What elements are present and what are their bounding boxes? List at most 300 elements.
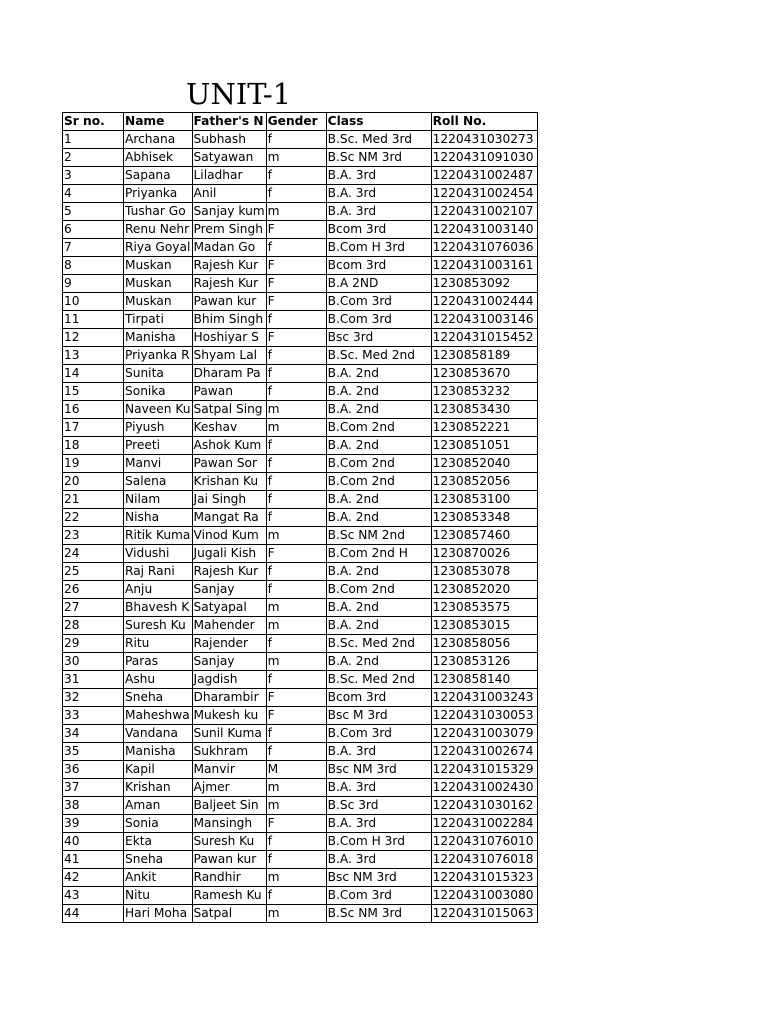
- cell-sr-no: 7: [63, 239, 124, 257]
- cell-class: B.A. 2nd: [326, 401, 431, 419]
- cell-fathers-name: Sukhram: [192, 743, 266, 761]
- cell-sr-no: 19: [63, 455, 124, 473]
- table-row: [63, 347, 538, 365]
- cell-fathers-name: Satpal Sing: [192, 401, 266, 419]
- cell-fathers-name: Shyam Lal: [192, 347, 266, 365]
- cell-gender: F: [266, 707, 326, 725]
- cell-fathers-name: Ramesh Ku: [192, 887, 266, 905]
- table-row: [63, 581, 538, 599]
- cell-class: B.Com 2nd: [326, 473, 431, 491]
- cell-roll-no: 1230851051: [431, 437, 537, 455]
- cell-sr-no: 9: [63, 275, 124, 293]
- cell-roll-no: 1220431002107: [431, 203, 537, 221]
- cell-gender: f: [266, 563, 326, 581]
- cell-gender: m: [266, 797, 326, 815]
- cell-roll-no: 1230853092: [431, 275, 537, 293]
- table-row: [63, 185, 538, 203]
- cell-name: Muskan: [124, 257, 193, 275]
- cell-fathers-name: Satyapal: [192, 599, 266, 617]
- cell-fathers-name: Mangat Ra: [192, 509, 266, 527]
- table-row: [63, 455, 538, 473]
- cell-class: B.Sc 3rd: [326, 797, 431, 815]
- cell-fathers-name: Sanjay: [192, 653, 266, 671]
- cell-sr-no: 25: [63, 563, 124, 581]
- cell-fathers-name: Krishan Ku: [192, 473, 266, 491]
- cell-class: B.A. 2nd: [326, 509, 431, 527]
- cell-fathers-name: Satpal: [192, 905, 266, 923]
- cell-sr-no: 17: [63, 419, 124, 437]
- cell-class: B.Com 3rd: [326, 311, 431, 329]
- cell-gender: F: [266, 293, 326, 311]
- cell-fathers-name: Jagdish: [192, 671, 266, 689]
- table-row: [63, 311, 538, 329]
- table-row: [63, 833, 538, 851]
- cell-class: B.A. 3rd: [326, 815, 431, 833]
- cell-roll-no: 1220431076036: [431, 239, 537, 257]
- table-row: [63, 167, 538, 185]
- cell-gender: f: [266, 347, 326, 365]
- cell-sr-no: 36: [63, 761, 124, 779]
- cell-name: Krishan: [124, 779, 193, 797]
- cell-name: Sunita: [124, 365, 193, 383]
- cell-roll-no: 1230853232: [431, 383, 537, 401]
- cell-roll-no: 1220431030273: [431, 131, 537, 149]
- cell-class: B.A. 3rd: [326, 185, 431, 203]
- cell-class: B.Com 2nd: [326, 581, 431, 599]
- cell-roll-no: 1230852221: [431, 419, 537, 437]
- cell-gender: f: [266, 131, 326, 149]
- cell-class: B.A. 3rd: [326, 779, 431, 797]
- cell-class: B.A 2ND: [326, 275, 431, 293]
- cell-gender: F: [266, 257, 326, 275]
- cell-sr-no: 43: [63, 887, 124, 905]
- cell-gender: f: [266, 509, 326, 527]
- cell-class: B.Com H 3rd: [326, 833, 431, 851]
- cell-fathers-name: Pawan kur: [192, 851, 266, 869]
- cell-roll-no: 1220431076018: [431, 851, 537, 869]
- cell-roll-no: 1230858189: [431, 347, 537, 365]
- cell-roll-no: 1220431002454: [431, 185, 537, 203]
- cell-gender: m: [266, 779, 326, 797]
- cell-sr-no: 42: [63, 869, 124, 887]
- cell-roll-no: 1220431015063: [431, 905, 537, 923]
- cell-roll-no: 1220431002284: [431, 815, 537, 833]
- table-row: [63, 617, 538, 635]
- cell-name: Preeti: [124, 437, 193, 455]
- cell-name: Vandana: [124, 725, 193, 743]
- table-row: [63, 815, 538, 833]
- table-row: [63, 149, 538, 167]
- table-row: [63, 473, 538, 491]
- header-class: Class: [326, 113, 431, 131]
- table-row: [63, 131, 538, 149]
- header-gender: Gender: [266, 113, 326, 131]
- cell-name: Salena: [124, 473, 193, 491]
- header-name: Name: [124, 113, 193, 131]
- cell-fathers-name: Subhash: [192, 131, 266, 149]
- cell-class: B.Com 2nd: [326, 455, 431, 473]
- table-row: [63, 293, 538, 311]
- cell-fathers-name: Mansingh: [192, 815, 266, 833]
- cell-class: B.A. 2nd: [326, 491, 431, 509]
- cell-sr-no: 41: [63, 851, 124, 869]
- cell-gender: f: [266, 473, 326, 491]
- cell-class: B.Com 3rd: [326, 725, 431, 743]
- cell-roll-no: 1220431091030: [431, 149, 537, 167]
- table-row: [63, 419, 538, 437]
- cell-gender: f: [266, 437, 326, 455]
- cell-class: B.A. 3rd: [326, 167, 431, 185]
- cell-name: Sonia: [124, 815, 193, 833]
- cell-fathers-name: Pawan Sor: [192, 455, 266, 473]
- cell-fathers-name: Dharambir: [192, 689, 266, 707]
- header-row: [63, 113, 538, 131]
- cell-gender: m: [266, 149, 326, 167]
- table-row: [63, 437, 538, 455]
- cell-class: B.A. 2nd: [326, 599, 431, 617]
- cell-gender: f: [266, 581, 326, 599]
- cell-sr-no: 10: [63, 293, 124, 311]
- cell-class: B.Sc. Med 2nd: [326, 635, 431, 653]
- cell-fathers-name: Ashok Kum: [192, 437, 266, 455]
- page-title: UNIT-1: [186, 77, 292, 111]
- cell-roll-no: 1220431002487: [431, 167, 537, 185]
- cell-gender: m: [266, 653, 326, 671]
- cell-name: Sapana: [124, 167, 193, 185]
- cell-gender: m: [266, 869, 326, 887]
- cell-name: Riya Goyal: [124, 239, 193, 257]
- table-row: [63, 905, 538, 923]
- cell-fathers-name: Bhim Singh: [192, 311, 266, 329]
- cell-gender: f: [266, 725, 326, 743]
- table-row: [63, 221, 538, 239]
- student-table: [62, 112, 538, 923]
- cell-fathers-name: Randhir: [192, 869, 266, 887]
- table-row: [63, 563, 538, 581]
- cell-name: Sneha: [124, 689, 193, 707]
- cell-name: Priyanka R: [124, 347, 193, 365]
- cell-sr-no: 14: [63, 365, 124, 383]
- cell-name: Nisha: [124, 509, 193, 527]
- cell-sr-no: 16: [63, 401, 124, 419]
- table-row: [63, 239, 538, 257]
- cell-name: Ritik Kuma: [124, 527, 193, 545]
- cell-fathers-name: Keshav: [192, 419, 266, 437]
- cell-gender: m: [266, 527, 326, 545]
- cell-roll-no: 1230870026: [431, 545, 537, 563]
- cell-roll-no: 1220431002430: [431, 779, 537, 797]
- cell-sr-no: 2: [63, 149, 124, 167]
- table-row: [63, 743, 538, 761]
- cell-sr-no: 11: [63, 311, 124, 329]
- cell-name: Maheshwa: [124, 707, 193, 725]
- cell-class: Bcom 3rd: [326, 689, 431, 707]
- cell-fathers-name: Ajmer: [192, 779, 266, 797]
- cell-fathers-name: Rajesh Kur: [192, 257, 266, 275]
- cell-class: Bsc 3rd: [326, 329, 431, 347]
- cell-roll-no: 1220431003140: [431, 221, 537, 239]
- cell-roll-no: 1220431015323: [431, 869, 537, 887]
- cell-class: Bcom 3rd: [326, 221, 431, 239]
- table-row: [63, 599, 538, 617]
- cell-class: B.Com 2nd: [326, 419, 431, 437]
- cell-name: Hari Moha: [124, 905, 193, 923]
- cell-name: Manvi: [124, 455, 193, 473]
- cell-name: Vidushi: [124, 545, 193, 563]
- cell-roll-no: 1230853126: [431, 653, 537, 671]
- cell-class: B.Com H 3rd: [326, 239, 431, 257]
- cell-class: Bsc NM 3rd: [326, 761, 431, 779]
- cell-gender: f: [266, 887, 326, 905]
- cell-fathers-name: Jai Singh: [192, 491, 266, 509]
- cell-sr-no: 1: [63, 131, 124, 149]
- cell-class: B.Com 3rd: [326, 887, 431, 905]
- cell-sr-no: 35: [63, 743, 124, 761]
- cell-name: Anju: [124, 581, 193, 599]
- cell-gender: F: [266, 329, 326, 347]
- table-row: [63, 545, 538, 563]
- cell-gender: f: [266, 239, 326, 257]
- cell-gender: m: [266, 617, 326, 635]
- cell-roll-no: 1220431003146: [431, 311, 537, 329]
- cell-name: Muskan: [124, 275, 193, 293]
- table-row: [63, 527, 538, 545]
- cell-fathers-name: Rajesh Kur: [192, 275, 266, 293]
- cell-sr-no: 20: [63, 473, 124, 491]
- cell-class: B.A. 2nd: [326, 617, 431, 635]
- cell-sr-no: 18: [63, 437, 124, 455]
- cell-roll-no: 1220431030162: [431, 797, 537, 815]
- cell-gender: f: [266, 311, 326, 329]
- cell-class: B.A. 2nd: [326, 383, 431, 401]
- cell-sr-no: 4: [63, 185, 124, 203]
- cell-gender: f: [266, 365, 326, 383]
- cell-fathers-name: Anil: [192, 185, 266, 203]
- cell-sr-no: 12: [63, 329, 124, 347]
- cell-roll-no: 1230853348: [431, 509, 537, 527]
- header-roll-no: Roll No.: [431, 113, 537, 131]
- cell-name: Manisha: [124, 329, 193, 347]
- cell-gender: M: [266, 761, 326, 779]
- cell-roll-no: 1230858140: [431, 671, 537, 689]
- table-row: [63, 491, 538, 509]
- cell-gender: m: [266, 419, 326, 437]
- cell-roll-no: 1230852056: [431, 473, 537, 491]
- cell-roll-no: 1230853575: [431, 599, 537, 617]
- cell-fathers-name: Rajender: [192, 635, 266, 653]
- table-row: [63, 383, 538, 401]
- cell-class: B.Sc NM 3rd: [326, 149, 431, 167]
- cell-fathers-name: Vinod Kum: [192, 527, 266, 545]
- cell-fathers-name: Hoshiyar S: [192, 329, 266, 347]
- cell-class: B.A. 2nd: [326, 653, 431, 671]
- cell-roll-no: 1220431003080: [431, 887, 537, 905]
- table-row: [63, 257, 538, 275]
- cell-class: Bsc M 3rd: [326, 707, 431, 725]
- cell-sr-no: 3: [63, 167, 124, 185]
- cell-name: Manisha: [124, 743, 193, 761]
- table-row: [63, 653, 538, 671]
- cell-class: B.A. 3rd: [326, 743, 431, 761]
- cell-roll-no: 1220431076010: [431, 833, 537, 851]
- table-row: [63, 329, 538, 347]
- cell-sr-no: 5: [63, 203, 124, 221]
- cell-roll-no: 1220431030053: [431, 707, 537, 725]
- cell-roll-no: 1230853015: [431, 617, 537, 635]
- cell-name: Sneha: [124, 851, 193, 869]
- header-fathers-name: Father's N: [192, 113, 266, 131]
- table-row: [63, 779, 538, 797]
- cell-name: Suresh Ku: [124, 617, 193, 635]
- cell-class: B.A. 3rd: [326, 203, 431, 221]
- table-row: [63, 671, 538, 689]
- table-row: [63, 635, 538, 653]
- cell-class: B.A. 2nd: [326, 437, 431, 455]
- cell-sr-no: 24: [63, 545, 124, 563]
- cell-fathers-name: Pawan kur: [192, 293, 266, 311]
- cell-class: B.Sc. Med 3rd: [326, 131, 431, 149]
- cell-fathers-name: Jugali Kish: [192, 545, 266, 563]
- table-row: [63, 509, 538, 527]
- cell-gender: m: [266, 203, 326, 221]
- cell-fathers-name: Sanjay: [192, 581, 266, 599]
- cell-roll-no: 1220431003243: [431, 689, 537, 707]
- cell-name: Naveen Ku: [124, 401, 193, 419]
- cell-roll-no: 1230853670: [431, 365, 537, 383]
- cell-fathers-name: Dharam Pa: [192, 365, 266, 383]
- cell-name: Abhisek: [124, 149, 193, 167]
- cell-name: Tushar Go: [124, 203, 193, 221]
- cell-fathers-name: Baljeet Sin: [192, 797, 266, 815]
- cell-gender: f: [266, 383, 326, 401]
- cell-sr-no: 38: [63, 797, 124, 815]
- cell-fathers-name: Sanjay kum: [192, 203, 266, 221]
- cell-gender: f: [266, 185, 326, 203]
- cell-fathers-name: Sunil Kuma: [192, 725, 266, 743]
- cell-fathers-name: Manvir: [192, 761, 266, 779]
- cell-fathers-name: Mukesh ku: [192, 707, 266, 725]
- cell-gender: f: [266, 167, 326, 185]
- cell-class: B.Sc NM 3rd: [326, 905, 431, 923]
- cell-sr-no: 29: [63, 635, 124, 653]
- cell-sr-no: 39: [63, 815, 124, 833]
- table-row: [63, 869, 538, 887]
- cell-gender: m: [266, 599, 326, 617]
- cell-name: Tirpati: [124, 311, 193, 329]
- cell-sr-no: 32: [63, 689, 124, 707]
- cell-fathers-name: Rajesh Kur: [192, 563, 266, 581]
- cell-roll-no: 1230853430: [431, 401, 537, 419]
- cell-sr-no: 22: [63, 509, 124, 527]
- cell-sr-no: 30: [63, 653, 124, 671]
- cell-name: Aman: [124, 797, 193, 815]
- cell-name: Bhavesh K: [124, 599, 193, 617]
- cell-name: Paras: [124, 653, 193, 671]
- cell-name: Ritu: [124, 635, 193, 653]
- table-row: [63, 275, 538, 293]
- cell-gender: f: [266, 671, 326, 689]
- cell-name: Nitu: [124, 887, 193, 905]
- cell-gender: F: [266, 221, 326, 239]
- cell-name: Ekta: [124, 833, 193, 851]
- cell-sr-no: 13: [63, 347, 124, 365]
- cell-fathers-name: Mahender: [192, 617, 266, 635]
- cell-name: Kapil: [124, 761, 193, 779]
- cell-name: Piyush: [124, 419, 193, 437]
- cell-name: Archana: [124, 131, 193, 149]
- cell-roll-no: 1220431003161: [431, 257, 537, 275]
- cell-roll-no: 1220431015329: [431, 761, 537, 779]
- cell-gender: f: [266, 635, 326, 653]
- cell-gender: F: [266, 689, 326, 707]
- cell-gender: f: [266, 491, 326, 509]
- table-row: [63, 401, 538, 419]
- cell-fathers-name: Liladhar: [192, 167, 266, 185]
- cell-class: B.A. 2nd: [326, 563, 431, 581]
- cell-roll-no: 1220431003079: [431, 725, 537, 743]
- cell-sr-no: 28: [63, 617, 124, 635]
- cell-fathers-name: Prem Singh: [192, 221, 266, 239]
- cell-gender: f: [266, 455, 326, 473]
- cell-roll-no: 1220431002444: [431, 293, 537, 311]
- cell-name: Priyanka: [124, 185, 193, 203]
- table-row: [63, 797, 538, 815]
- cell-name: Ankit: [124, 869, 193, 887]
- table-row: [63, 365, 538, 383]
- cell-gender: f: [266, 851, 326, 869]
- cell-class: B.A. 3rd: [326, 851, 431, 869]
- cell-sr-no: 33: [63, 707, 124, 725]
- cell-gender: f: [266, 743, 326, 761]
- cell-class: Bsc NM 3rd: [326, 869, 431, 887]
- cell-roll-no: 1230852040: [431, 455, 537, 473]
- cell-sr-no: 26: [63, 581, 124, 599]
- cell-name: Ashu: [124, 671, 193, 689]
- cell-sr-no: 37: [63, 779, 124, 797]
- cell-roll-no: 1230857460: [431, 527, 537, 545]
- cell-name: Nilam: [124, 491, 193, 509]
- cell-sr-no: 31: [63, 671, 124, 689]
- cell-sr-no: 21: [63, 491, 124, 509]
- cell-class: Bcom 3rd: [326, 257, 431, 275]
- table-row: [63, 203, 538, 221]
- cell-sr-no: 27: [63, 599, 124, 617]
- cell-class: B.Sc NM 2nd: [326, 527, 431, 545]
- cell-roll-no: 1220431015452: [431, 329, 537, 347]
- cell-class: B.Com 2nd H: [326, 545, 431, 563]
- cell-fathers-name: Suresh Ku: [192, 833, 266, 851]
- table-row: [63, 725, 538, 743]
- cell-fathers-name: Pawan: [192, 383, 266, 401]
- cell-fathers-name: Satyawan: [192, 149, 266, 167]
- cell-name: Raj Rani: [124, 563, 193, 581]
- cell-class: B.Sc. Med 2nd: [326, 671, 431, 689]
- cell-name: Renu Nehr: [124, 221, 193, 239]
- header-sr-no: Sr no.: [63, 113, 124, 131]
- cell-sr-no: 34: [63, 725, 124, 743]
- cell-gender: m: [266, 401, 326, 419]
- table-row: [63, 689, 538, 707]
- cell-roll-no: 1230853078: [431, 563, 537, 581]
- table-row: [63, 761, 538, 779]
- cell-class: B.Sc. Med 2nd: [326, 347, 431, 365]
- cell-sr-no: 44: [63, 905, 124, 923]
- cell-class: B.A. 2nd: [326, 365, 431, 383]
- cell-gender: F: [266, 275, 326, 293]
- cell-gender: m: [266, 905, 326, 923]
- cell-fathers-name: Madan Go: [192, 239, 266, 257]
- cell-roll-no: 1220431002674: [431, 743, 537, 761]
